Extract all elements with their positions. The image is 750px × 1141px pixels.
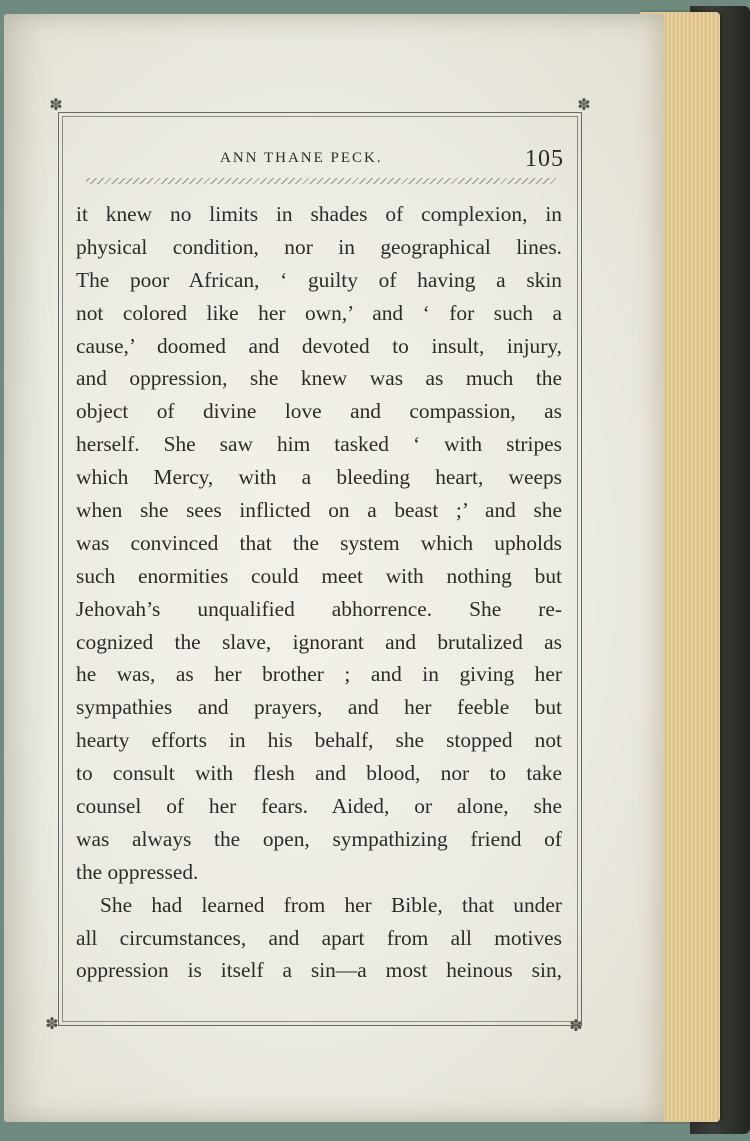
text-line: The poor African, ‘ guilty of having a skin: [76, 267, 562, 292]
body-text: [76, 198, 562, 987]
floral-corner-icon: ✽: [45, 1014, 59, 1033]
text-line: and oppression, she knew was as much the: [76, 366, 562, 391]
text-line: hearty efforts in his behalf, she stopped not: [76, 728, 562, 753]
floral-corner-icon: ✽: [577, 95, 591, 114]
text-line: was always the open, sympathizing friend of: [76, 826, 562, 851]
text-line: which Mercy, with a bleeding heart, weeps: [76, 465, 562, 490]
text-line: physical condition, nor in geographical lines.: [76, 234, 562, 259]
text-line: to consult with flesh and blood, nor to take: [76, 761, 562, 786]
text-line: oppression is itself a sin—a most heinous sin,: [76, 958, 562, 983]
text-line: object of divine love and compassion, as: [76, 399, 562, 424]
text-line: it knew no limits in shades of complexion, in: [76, 202, 562, 226]
running-head: [80, 146, 564, 176]
text-line: was convinced that the system which upholds: [76, 530, 562, 555]
running-title: ANN THANE PECK.: [220, 150, 383, 166]
text-line: cause,’ doomed and devoted to insult, injury,: [76, 333, 562, 358]
floral-corner-icon: ✽: [569, 1016, 583, 1035]
text-line: Jehovah’s unqualified abhorrence. She re-: [76, 596, 562, 621]
text-line: not colored like her own,’ and ‘ for such a: [76, 300, 562, 325]
text-line: sympathies and prayers, and her feeble but: [76, 695, 562, 720]
text-line: cognized the slave, ignorant and brutalized as: [76, 629, 562, 654]
text-line: herself. She saw him tasked ‘ with stripes: [76, 432, 562, 457]
text-line: when she sees inflicted on a beast ;’ and she: [76, 498, 562, 523]
text-line: such enormities could meet with nothing but: [76, 563, 562, 588]
text-line: counsel of her fears. Aided, or alone, she: [76, 794, 562, 819]
text-line: all circumstances, and apart from all motives: [76, 925, 562, 950]
page-number: 105: [525, 146, 564, 172]
text-line: the oppressed.: [76, 859, 199, 884]
wavy-rule-icon: [86, 178, 556, 184]
floral-corner-icon: ✽: [49, 95, 63, 114]
text-line: She had learned from her Bible, that under: [100, 892, 562, 917]
text-line: he was, as her brother ; and in giving her: [76, 662, 562, 687]
